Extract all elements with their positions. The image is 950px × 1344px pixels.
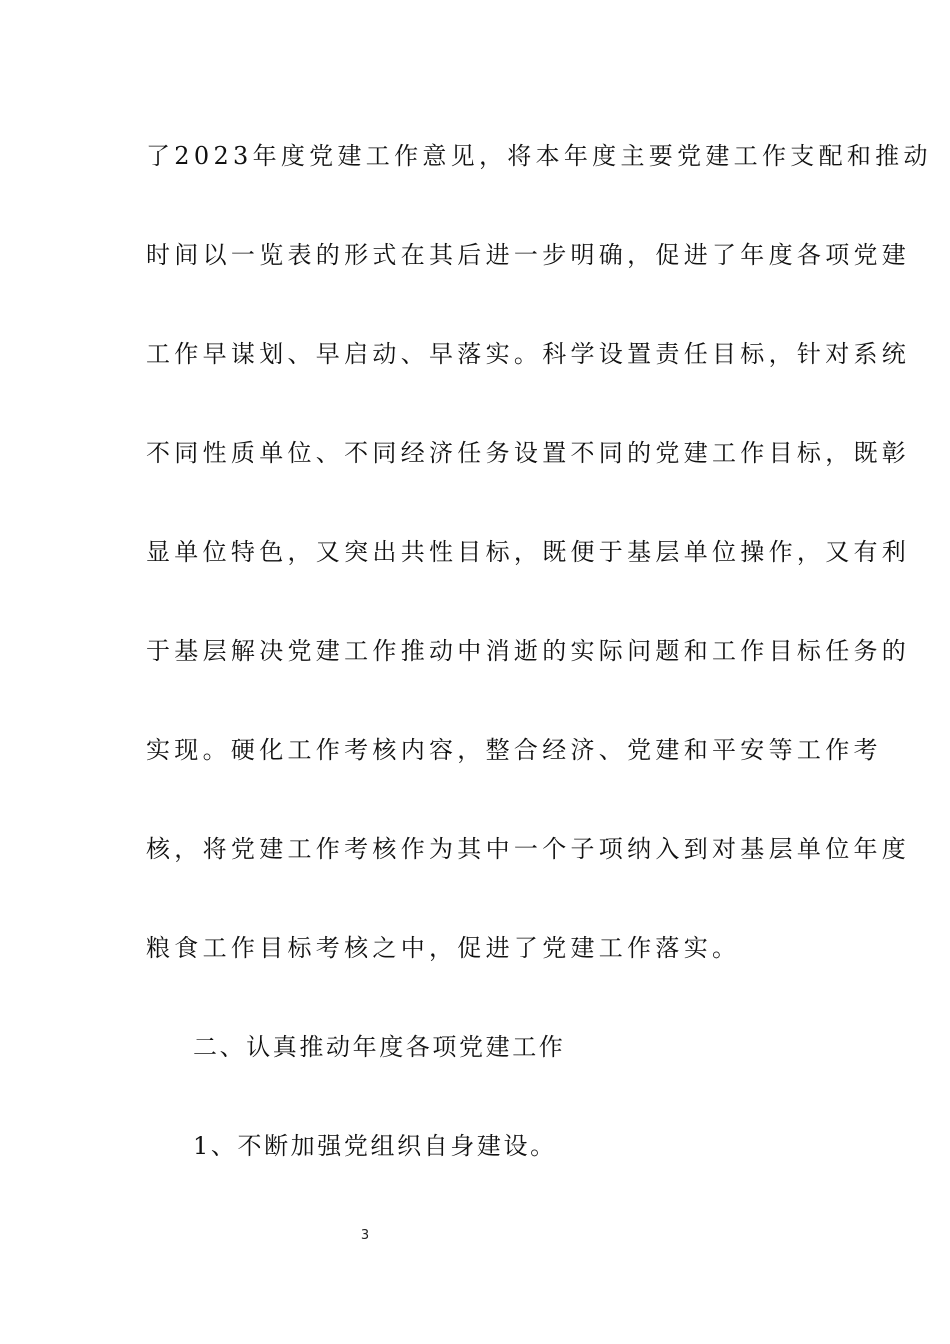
section-heading: 二、认真推动年度各项党建工作	[193, 1033, 566, 1061]
paragraph-line-4: 不同性质单位、不同经济任务设置不同的党建工作目标，既彰	[146, 439, 911, 467]
paragraph-line-1: 了2023年度党建工作意见，将本年度主要党建工作支配和推动	[146, 142, 932, 170]
paragraph-line-2: 时间以一览表的形式在其后进一步明确，促进了年度各项党建	[146, 241, 911, 269]
paragraph-line-8: 核，将党建工作考核作为其中一个子项纳入到对基层单位年度	[146, 835, 911, 863]
subsection-heading: 1、不断加强党组织自身建设。	[193, 1132, 557, 1160]
paragraph-line-3: 工作早谋划、早启动、早落实。科学设置责任目标，针对系统	[146, 340, 911, 368]
paragraph-line-6: 于基层解决党建工作推动中消逝的实际问题和工作目标任务的	[146, 637, 911, 665]
paragraph-line-7: 实现。硬化工作考核内容，整合经济、党建和平安等工作考	[146, 736, 882, 764]
page-number: 3	[360, 1228, 370, 1243]
paragraph-line-9: 粮食工作目标考核之中，促进了党建工作落实。	[146, 934, 741, 962]
paragraph-line-5: 显单位特色，又突出共性目标，既便于基层单位操作，又有利	[146, 538, 911, 566]
